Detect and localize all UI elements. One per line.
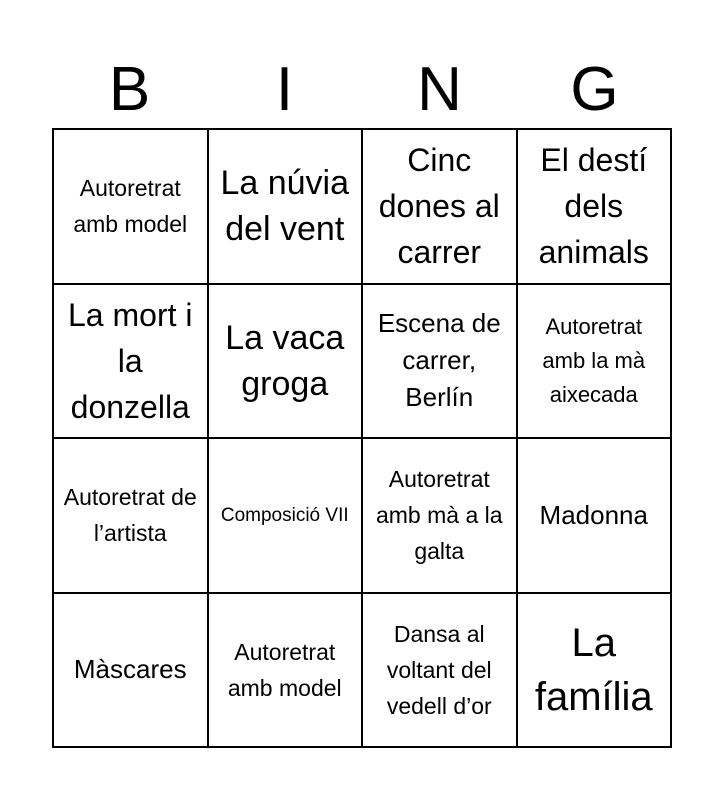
bingo-cell[interactable] (54, 130, 209, 285)
bingo-cell[interactable] (518, 285, 673, 440)
cell-text: La família (534, 620, 653, 719)
cell-text: Cinc dones al carrer (378, 142, 500, 271)
bingo-grid (52, 128, 672, 748)
cell-text: Madonna (539, 499, 648, 530)
bingo-cell[interactable] (363, 130, 518, 285)
cell-text: Autoretrat de l’artista (63, 484, 197, 547)
bingo-cell[interactable] (209, 130, 364, 285)
bingo-cell[interactable] (54, 285, 209, 440)
bingo-cell[interactable] (363, 285, 518, 440)
header-letter-g: G (570, 55, 619, 124)
cell-text: Autoretrat amb model (227, 638, 342, 701)
cell-text: La vaca groga (225, 318, 345, 403)
bingo-cell[interactable] (518, 594, 673, 749)
header-letter-n: N (417, 55, 462, 124)
cell-text: Autoretrat amb la mà aixecada (542, 313, 646, 407)
cell-text: Màscares (73, 654, 187, 685)
cell-text: Autoretrat amb mà a la galta (375, 466, 503, 565)
header-letter-b: B (108, 55, 151, 124)
cell-text: Escena de carrer, Berlín (377, 308, 501, 413)
bingo-cell[interactable] (54, 439, 209, 594)
bingo-cell[interactable] (518, 130, 673, 285)
cell-text: Composició VII (220, 504, 349, 526)
cell-text: El destí dels animals (538, 142, 649, 271)
bingo-cell[interactable] (209, 285, 364, 440)
bingo-cell[interactable] (518, 439, 673, 594)
cell-text: La mort i la donzella (68, 296, 193, 425)
bingo-cell[interactable] (363, 439, 518, 594)
bingo-cell[interactable] (54, 594, 209, 749)
bingo-header (52, 52, 672, 128)
cell-text: Dansa al voltant del vedell d’or (386, 620, 492, 719)
cell-text: La núvia del vent (220, 164, 350, 249)
header-letter-i: I (275, 55, 294, 124)
bingo-cell[interactable] (209, 439, 364, 594)
cell-text: Autoretrat amb model (73, 175, 188, 238)
bingo-cell[interactable] (363, 594, 518, 749)
bingo-cell[interactable] (209, 594, 364, 749)
